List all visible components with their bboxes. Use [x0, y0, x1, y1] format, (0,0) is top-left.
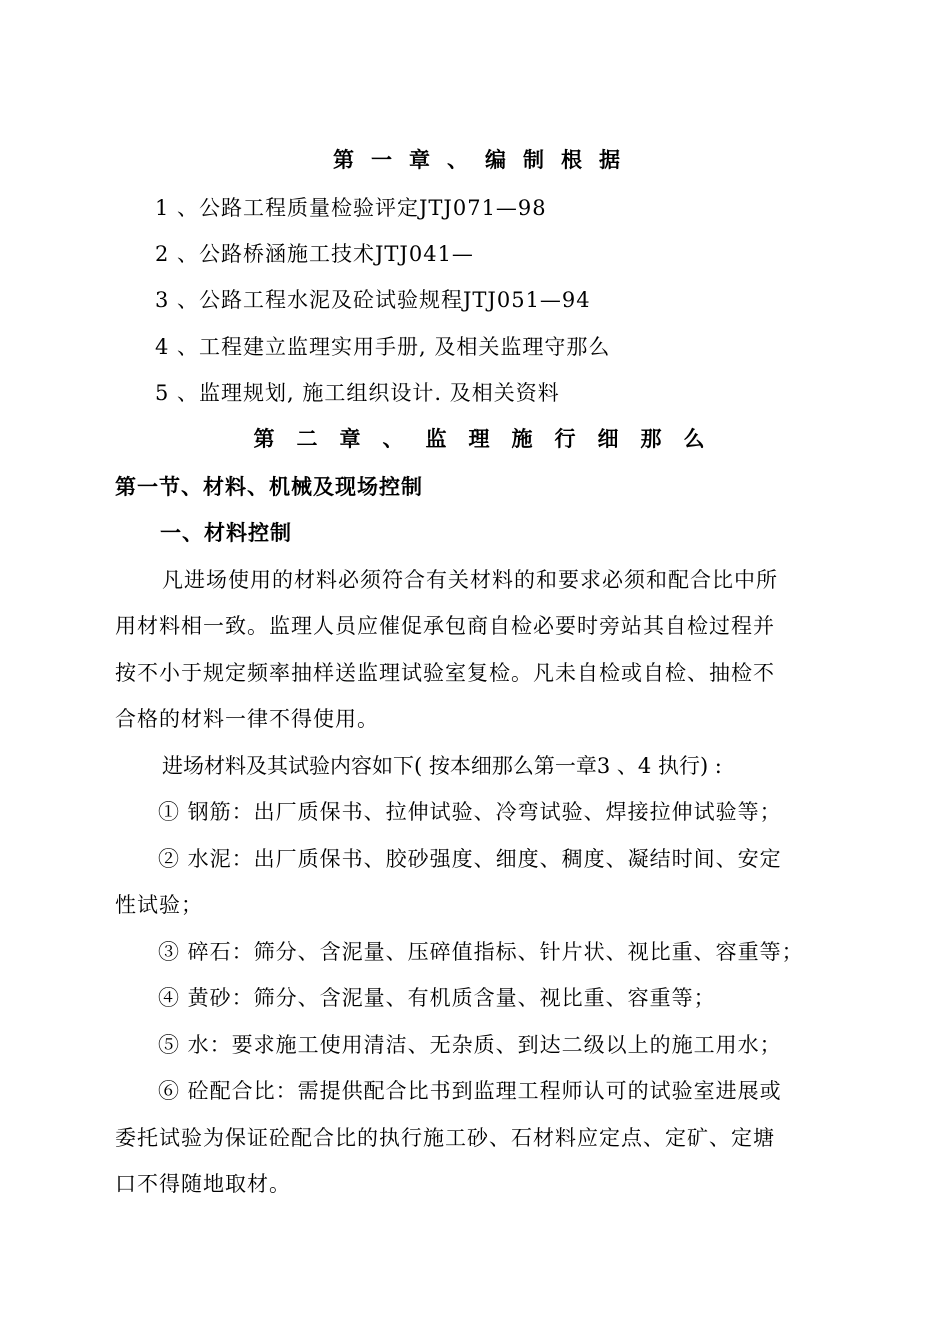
materials-intro: 进场材料及其试验内容如下( 按本细那么第一章3 、4 执行) : — [162, 754, 722, 778]
basis-item-text: 、公路工程质量检验评定JTJ071—98 — [177, 196, 547, 220]
basis-item-number: 2 — [155, 242, 170, 266]
item-mix-line-3: 口不得随地取材。 — [115, 1172, 291, 1196]
paragraph-1-line-4: 合格的材料一律不得使用。 — [115, 707, 379, 731]
basis-item-5 — [155, 378, 560, 408]
basis-item-text: 、工程建立监理实用手册, 及相关监理守那么 — [177, 335, 611, 359]
paragraph-1-line-3: 按不小于规定频率抽样送监理试验室复检。凡未自检或自检、抽检不 — [115, 661, 775, 685]
item-cement-line-2: 性试验； — [115, 893, 203, 917]
basis-item-number: 3 — [155, 288, 170, 312]
basis-item-number: 4 — [155, 335, 170, 359]
basis-item-3 — [155, 285, 591, 315]
basis-item-text: 、公路工程水泥及砼试验规程JTJ051—94 — [177, 288, 591, 312]
chapter-1-title: 第一章、编制根据 — [333, 148, 637, 172]
item-water: ⑤ 水：要求施工使用清洁、无杂质、到达二级以上的施工用水； — [158, 1033, 782, 1057]
item-sand: ④ 黄砂：筛分、含泥量、有机质含量、视比重、容重等； — [158, 986, 716, 1010]
basis-item-number: 1 — [155, 196, 170, 220]
basis-item-4 — [155, 332, 610, 362]
item-gravel: ③ 碎石：筛分、含泥量、压碎值指标、针片状、视比重、容重等； — [158, 940, 804, 964]
item-cement-line-1: ② 水泥：出厂质保书、胶砂强度、细度、稠度、凝结时间、安定 — [158, 847, 782, 871]
basis-item-1 — [155, 193, 547, 223]
item-steel: ① 钢筋：出厂质保书、拉伸试验、冷弯试验、焊接拉伸试验等； — [158, 800, 782, 824]
basis-item-number: 5 — [155, 381, 170, 405]
item-mix-line-2: 委托试验为保证砼配合比的执行施工砂、石材料应定点、定矿、定塘 — [115, 1126, 775, 1150]
chapter-2-title: 第二章、监理施行细那么 — [253, 427, 727, 451]
basis-item-text: 、监理规划, 施工组织设计. 及相关资料 — [177, 381, 560, 405]
paragraph-1-line-2: 用材料相一致。监理人员应催促承包商自检必要时旁站其自检过程并 — [115, 614, 775, 638]
paragraph-1-line-1: 凡进场使用的材料必须符合有关材料的和要求必须和配合比中所 — [162, 568, 778, 592]
section-1-title: 第一节、材料、机械及现场控制 — [115, 475, 423, 499]
subsection-1-title: 一、材料控制 — [160, 521, 292, 545]
basis-item-2 — [155, 239, 474, 269]
item-mix-line-1: ⑥ 砼配合比：需提供配合比书到监理工程师认可的试验室进展或 — [158, 1079, 782, 1103]
basis-item-text: 、公路桥涵施工技术JTJ041— — [177, 242, 474, 266]
